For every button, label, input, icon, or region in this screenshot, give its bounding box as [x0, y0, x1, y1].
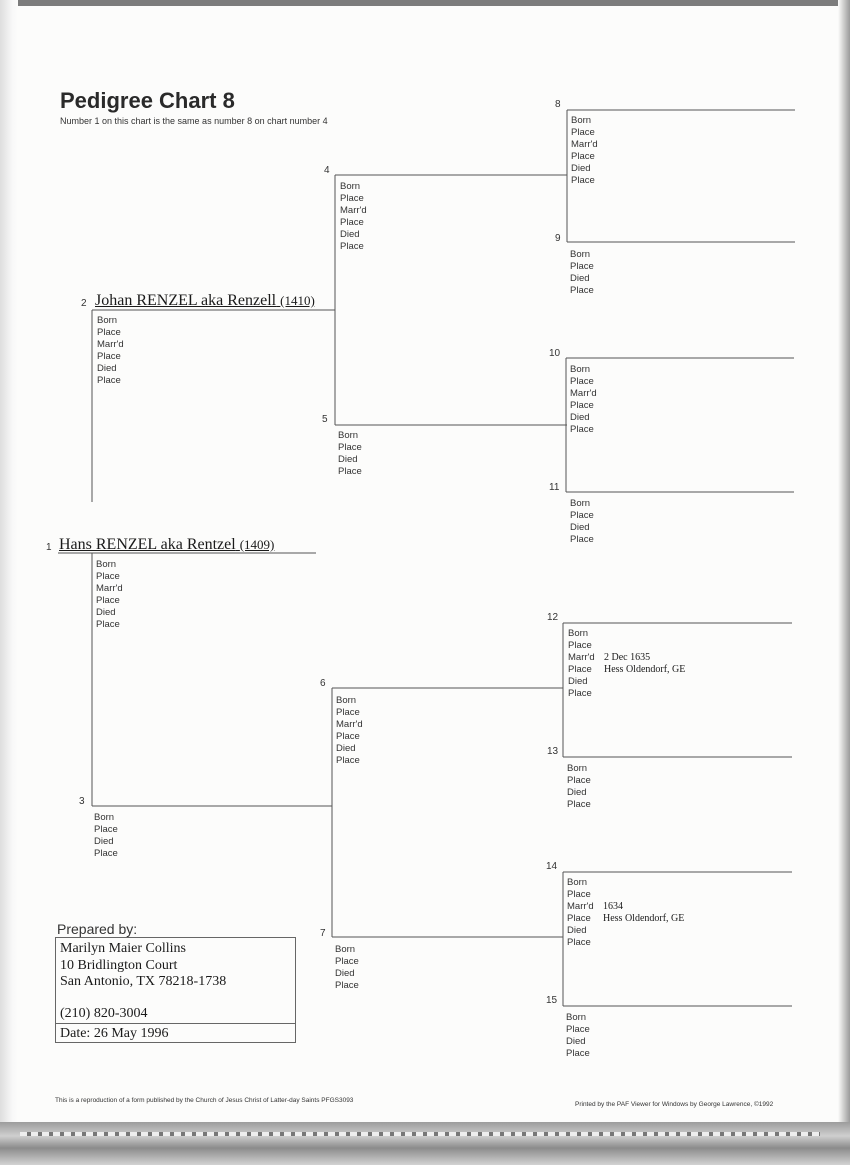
detail-row — [97, 351, 133, 363]
detail-label: Born — [571, 115, 592, 126]
detail-label: Place — [340, 193, 364, 204]
person-2-name — [95, 292, 315, 310]
person-5-details — [338, 430, 374, 478]
prepared-by-heading: Prepared by: — [57, 921, 138, 937]
printer-credit: Printed by the PAF Viewer for Windows by George Lawrence, ©1992 — [575, 1101, 774, 1108]
detail-label: Place — [571, 151, 595, 162]
detail-row — [96, 595, 132, 607]
detail-row — [94, 848, 130, 860]
detail-row — [567, 889, 684, 901]
detail-row — [567, 787, 603, 799]
detail-row — [567, 937, 684, 949]
preparer-name: Marilyn Maier Collins — [60, 941, 186, 956]
detail-label: Place — [568, 664, 592, 675]
detail-row — [570, 261, 606, 273]
detail-label: Died — [94, 836, 114, 847]
person-4-details — [340, 181, 376, 253]
detail-value: Hess Oldendorf, GE — [604, 664, 686, 675]
detail-row — [335, 968, 371, 980]
detail-value: 2 Dec 1635 — [604, 652, 651, 663]
detail-label: Place — [570, 285, 594, 296]
detail-row — [570, 510, 606, 522]
detail-row — [568, 676, 685, 688]
detail-row — [570, 376, 606, 388]
detail-row — [340, 193, 376, 205]
detail-label: Born — [570, 498, 591, 509]
detail-row — [568, 628, 685, 640]
detail-label: Place — [571, 175, 595, 186]
detail-label: Born — [97, 315, 118, 326]
detail-label: Place — [338, 466, 362, 477]
detail-value: Hess Oldendorf, GE — [603, 913, 685, 924]
person-12-details — [568, 628, 685, 700]
detail-label: Place — [94, 824, 118, 835]
detail-label: Born — [338, 430, 359, 441]
detail-label: Born — [570, 364, 591, 375]
detail-row — [571, 151, 607, 163]
detail-label: Place — [97, 327, 121, 338]
detail-row — [567, 763, 603, 775]
detail-label: Place — [335, 980, 359, 991]
person-number: 6 — [320, 678, 326, 689]
person-11-details — [570, 498, 606, 546]
person-number: 2 — [81, 298, 87, 309]
person-7-details — [335, 944, 371, 992]
detail-label: Died — [571, 163, 591, 174]
detail-label: Died — [338, 454, 358, 465]
detail-label: Marr'd — [340, 205, 367, 216]
person-3-details — [94, 812, 130, 860]
detail-row — [340, 181, 376, 193]
detail-label: Died — [568, 676, 588, 687]
detail-row — [96, 571, 132, 583]
person-1-details — [96, 559, 132, 631]
detail-row — [571, 175, 607, 187]
detail-row — [96, 559, 132, 571]
detail-label: Place — [566, 1048, 590, 1059]
detail-row — [567, 775, 603, 787]
detail-row — [570, 534, 606, 546]
person-number: 14 — [546, 861, 558, 872]
detail-row — [566, 1012, 602, 1024]
detail-label: Born — [96, 559, 117, 570]
detail-label: Died — [340, 229, 360, 240]
detail-label: Died — [336, 743, 356, 754]
detail-row — [568, 652, 685, 664]
detail-row — [567, 877, 684, 889]
person-number: 9 — [555, 233, 561, 244]
detail-label: Place — [570, 376, 594, 387]
detail-row — [570, 388, 606, 400]
detail-label: Place — [568, 688, 592, 699]
person-6-details — [336, 695, 372, 767]
detail-label: Place — [96, 595, 120, 606]
person-number: 5 — [322, 414, 328, 425]
detail-label: Died — [570, 412, 590, 423]
detail-row — [97, 363, 133, 375]
detail-row — [335, 956, 371, 968]
detail-row — [570, 285, 606, 297]
detail-row — [568, 664, 685, 676]
detail-label: Place — [94, 848, 118, 859]
detail-row — [571, 115, 607, 127]
detail-label: Place — [570, 400, 594, 411]
detail-label: Died — [570, 522, 590, 533]
person-2-details — [97, 315, 133, 387]
detail-label: Died — [97, 363, 117, 374]
detail-row — [336, 731, 372, 743]
prepared-date: Date: 26 May 1996 — [60, 1026, 169, 1041]
detail-row — [567, 901, 684, 913]
detail-row — [340, 241, 376, 253]
detail-label: Born — [336, 695, 357, 706]
detail-label: Marr'd — [568, 652, 595, 663]
detail-row — [97, 375, 133, 387]
detail-row — [568, 640, 685, 652]
preparer-divider — [56, 1023, 295, 1024]
detail-row — [570, 400, 606, 412]
detail-row — [96, 583, 132, 595]
detail-label: Place — [96, 619, 120, 630]
detail-label: Place — [566, 1024, 590, 1035]
person-number: 12 — [547, 612, 559, 623]
detail-label: Place — [336, 707, 360, 718]
detail-row — [567, 925, 684, 937]
detail-label: Died — [335, 968, 355, 979]
detail-row — [570, 364, 606, 376]
person-number: 10 — [549, 348, 561, 359]
detail-label: Place — [340, 241, 364, 252]
detail-row — [570, 498, 606, 510]
person-number: 1 — [46, 542, 52, 553]
detail-label: Place — [340, 217, 364, 228]
detail-label: Born — [567, 763, 588, 774]
detail-label: Born — [335, 944, 356, 955]
person-1-name-text: Hans RENZEL aka Rentzel — [59, 536, 236, 553]
detail-row — [570, 412, 606, 424]
detail-row — [340, 217, 376, 229]
detail-label: Place — [567, 937, 591, 948]
detail-label: Born — [94, 812, 115, 823]
person-number: 11 — [549, 482, 560, 493]
detail-row — [335, 944, 371, 956]
detail-row — [96, 607, 132, 619]
detail-row — [570, 424, 606, 436]
detail-label: Died — [566, 1036, 586, 1047]
person-number: 3 — [79, 796, 85, 807]
detail-row — [570, 522, 606, 534]
person-2-name-text: Johan RENZEL aka Renzell — [95, 292, 277, 309]
detail-label: Place — [570, 261, 594, 272]
detail-row — [570, 249, 606, 261]
person-number: 7 — [320, 928, 326, 939]
detail-row — [335, 980, 371, 992]
preparer-phone: (210) 820-3004 — [60, 1006, 148, 1021]
detail-label: Died — [567, 787, 587, 798]
detail-row — [571, 139, 607, 151]
person-2-ref: (1410) — [280, 293, 315, 308]
detail-label: Place — [571, 127, 595, 138]
detail-label: Born — [567, 877, 588, 888]
detail-row — [566, 1048, 602, 1060]
detail-row — [336, 719, 372, 731]
detail-row — [567, 799, 603, 811]
person-1-ref: (1409) — [239, 537, 275, 552]
detail-row — [571, 163, 607, 175]
detail-row — [336, 707, 372, 719]
detail-label: Marr'd — [567, 901, 594, 912]
detail-row — [338, 430, 374, 442]
detail-row — [94, 812, 130, 824]
detail-label: Place — [567, 889, 591, 900]
detail-label: Place — [567, 799, 591, 810]
person-number: 4 — [324, 165, 330, 176]
detail-label: Place — [570, 510, 594, 521]
detail-label: Marr'd — [97, 339, 124, 350]
chart-note: Number 1 on this chart is the same as number 8 on chart number 4 — [60, 116, 328, 126]
detail-label: Marr'd — [336, 719, 363, 730]
detail-label: Place — [338, 442, 362, 453]
detail-label: Place — [570, 534, 594, 545]
detail-row — [94, 824, 130, 836]
detail-row — [97, 339, 133, 351]
detail-label: Marr'd — [571, 139, 598, 150]
detail-label: Place — [335, 956, 359, 967]
detail-label: Place — [567, 775, 591, 786]
detail-label: Place — [567, 913, 591, 924]
detail-label: Marr'd — [96, 583, 123, 594]
detail-label: Born — [568, 628, 589, 639]
detail-row — [571, 127, 607, 139]
detail-label: Place — [97, 375, 121, 386]
detail-row — [340, 229, 376, 241]
preparer-box — [55, 937, 296, 1043]
detail-label: Place — [336, 731, 360, 742]
detail-row — [566, 1024, 602, 1036]
detail-row — [338, 454, 374, 466]
form-credit: This is a reproduction of a form published by the Church of Jesus Christ of Latter-day Saints PFGS3093 — [55, 1097, 354, 1104]
detail-label: Died — [567, 925, 587, 936]
person-10-details — [570, 364, 606, 436]
detail-row — [96, 619, 132, 631]
detail-label: Died — [96, 607, 116, 618]
detail-row — [336, 743, 372, 755]
detail-row — [338, 442, 374, 454]
detail-row — [97, 315, 133, 327]
detail-row — [567, 913, 684, 925]
page-title: Pedigree Chart 8 — [60, 88, 235, 113]
detail-row — [97, 327, 133, 339]
detail-label: Died — [570, 273, 590, 284]
detail-row — [340, 205, 376, 217]
person-8-details — [571, 115, 607, 187]
person-13-details — [567, 763, 603, 811]
detail-label: Place — [96, 571, 120, 582]
person-9-details — [570, 249, 606, 297]
person-number: 15 — [546, 995, 558, 1006]
detail-row — [336, 695, 372, 707]
detail-label: Place — [570, 424, 594, 435]
person-1-name — [59, 536, 274, 554]
detail-label: Born — [340, 181, 361, 192]
detail-row — [566, 1036, 602, 1048]
detail-label: Born — [566, 1012, 587, 1023]
detail-label: Marr'd — [570, 388, 597, 399]
person-number: 8 — [555, 99, 561, 110]
detail-label: Place — [568, 640, 592, 651]
detail-label: Place — [97, 351, 121, 362]
detail-row — [338, 466, 374, 478]
detail-label: Born — [570, 249, 591, 260]
preparer-address-line2: San Antonio, TX 78218-1738 — [60, 974, 227, 989]
detail-row — [570, 273, 606, 285]
detail-label: Place — [336, 755, 360, 766]
person-14-details — [567, 877, 684, 949]
detail-row — [94, 836, 130, 848]
detail-row — [336, 755, 372, 767]
detail-value: 1634 — [603, 901, 623, 912]
person-number: 13 — [547, 746, 559, 757]
detail-row — [568, 688, 685, 700]
preparer-address-line1: 10 Bridlington Court — [60, 958, 178, 973]
person-15-details — [566, 1012, 602, 1060]
